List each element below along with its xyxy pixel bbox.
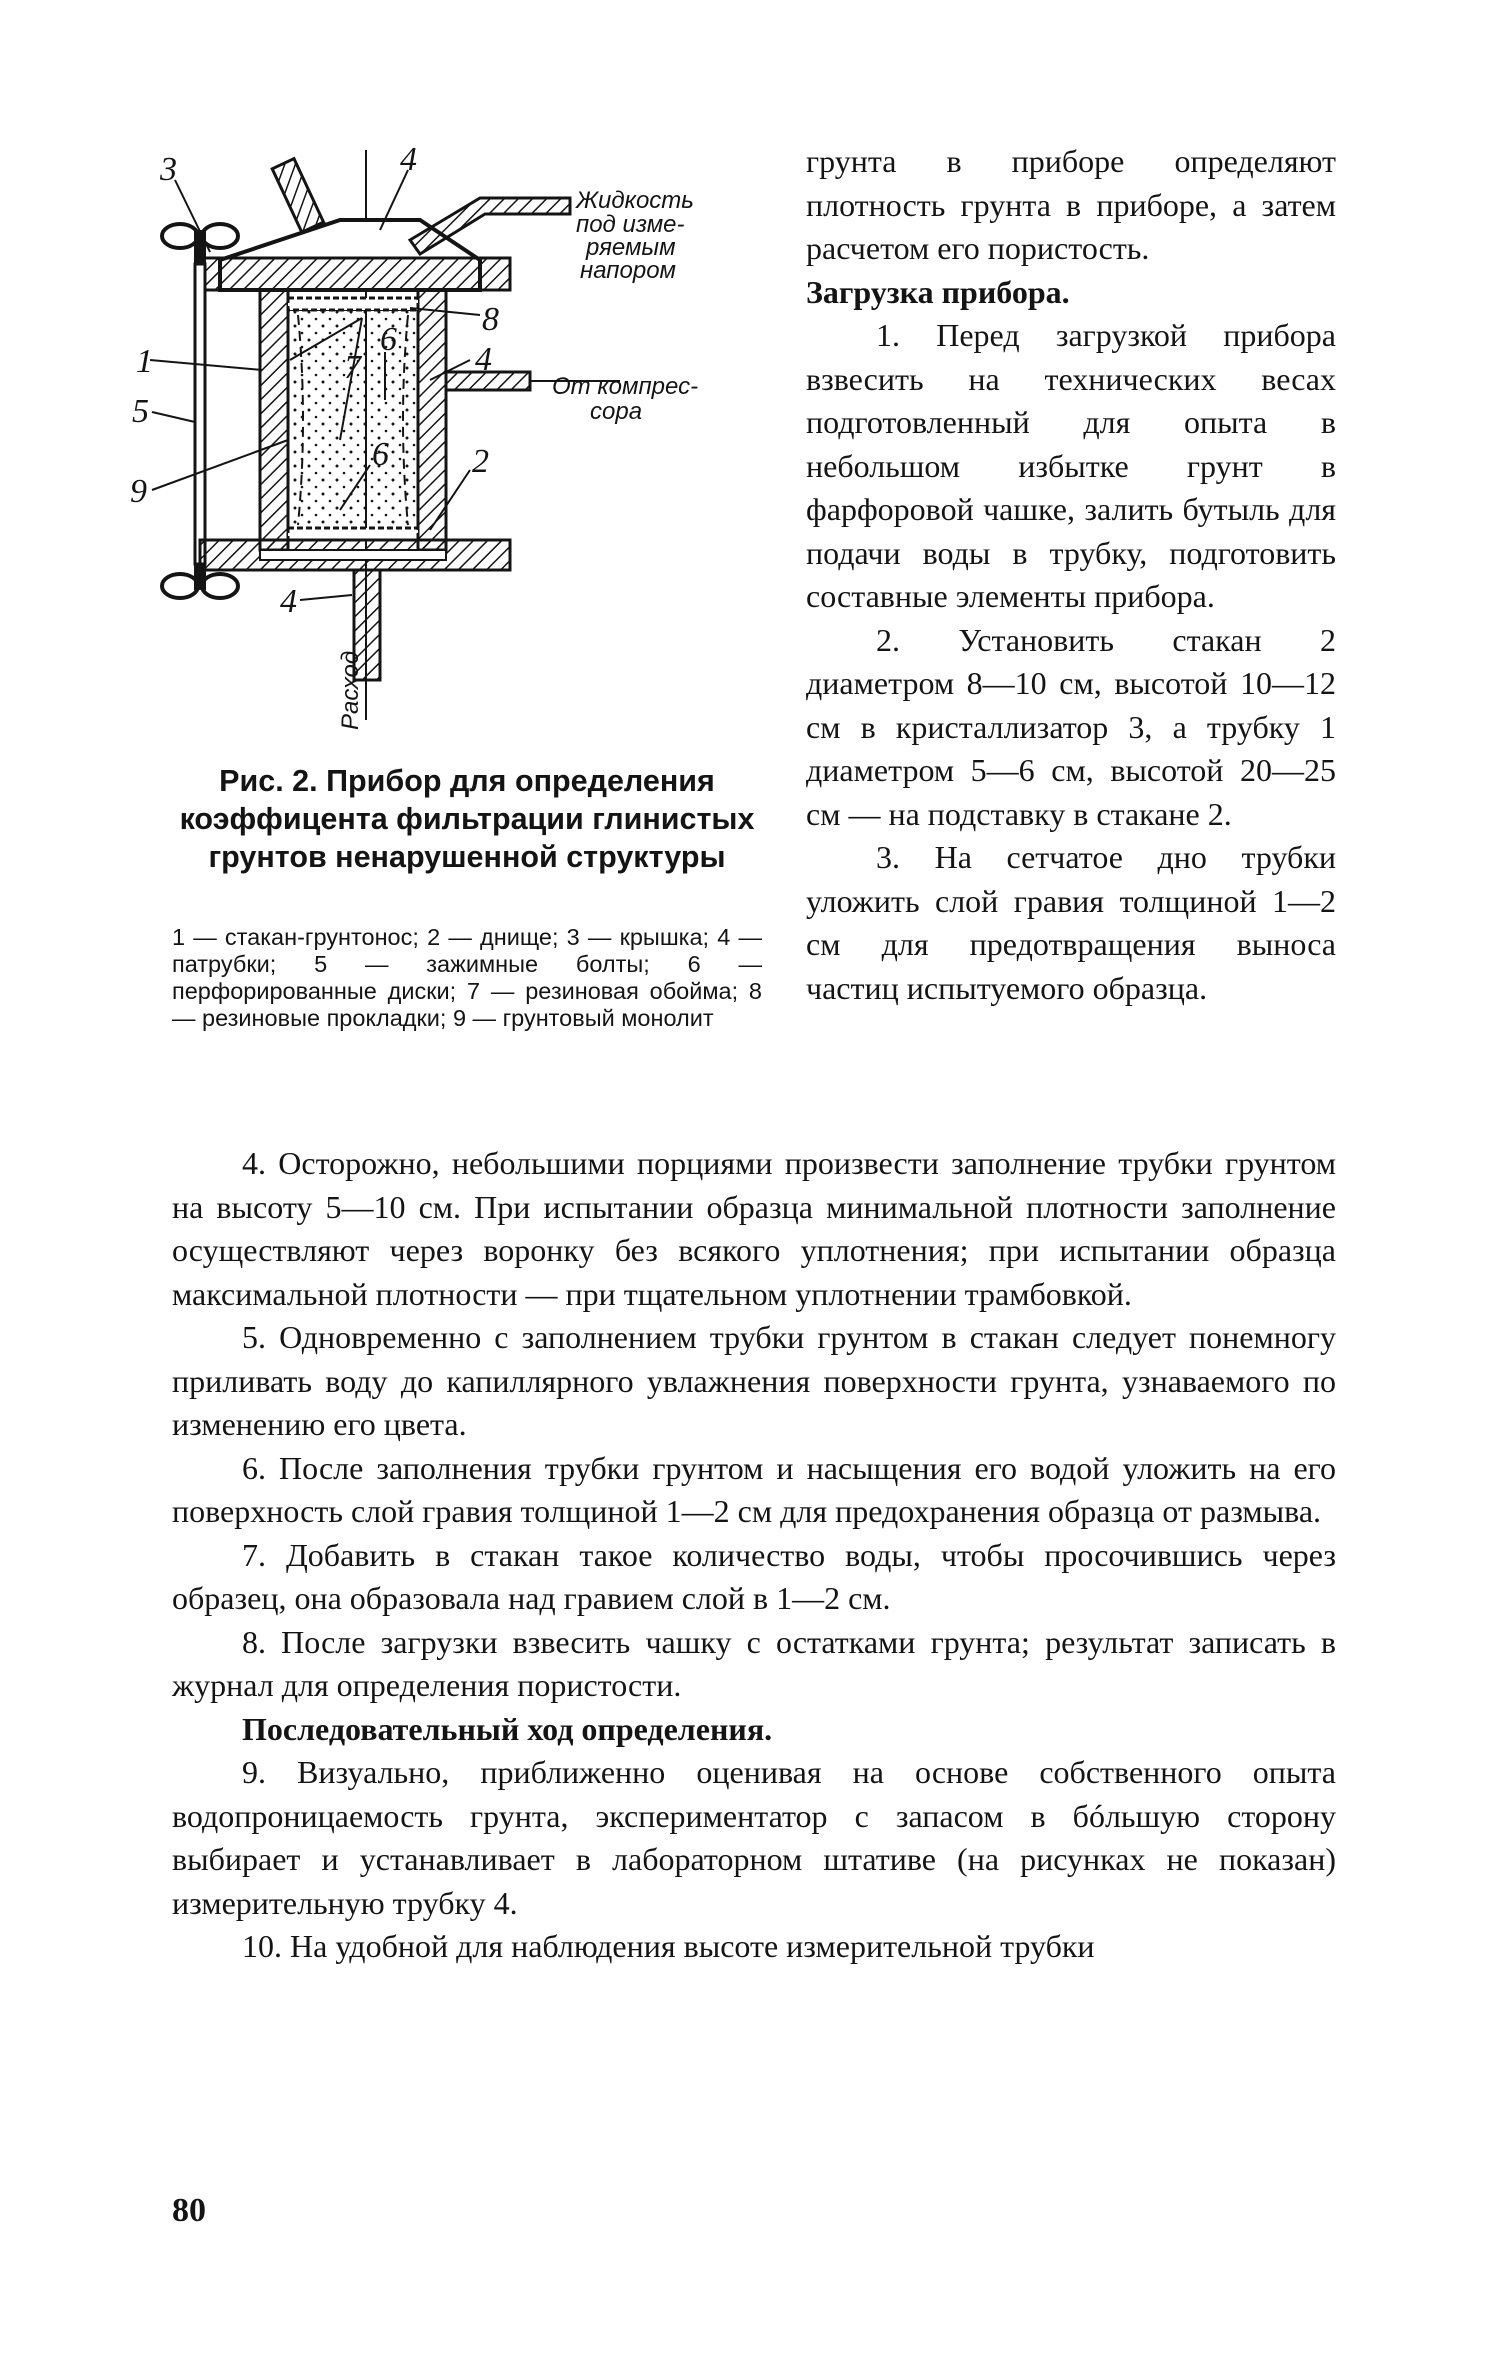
paragraph-intro: грунта в приборе определяют плотность грунта в приборе, а затем расчетом его пористость.	[806, 143, 1336, 266]
label-2: 2	[472, 443, 489, 480]
list-item-4: 4. Осторожно, небольшими порциями произвести заполнение трубки грунтом на высоту 5—10 см. При испытании образца минимальной плотности заполнение осуществляют через воронку без всякого уплотнения; при испытании образца максимальной плотности — при тщательном уплотнении трамбовкой.	[172, 1145, 1336, 1312]
heading-sequence: Последовательный ход определения.	[242, 1710, 773, 1747]
right-column	[806, 140, 1336, 1010]
note-outflow: Расход	[337, 650, 364, 730]
figure-caption: Рис. 2. Прибор для определения коэффицента фильтрации глинистых грунтов ненарушенной структуры	[179, 764, 755, 874]
list-item-7: 7. Добавить в стакан такое количество воды, чтобы просочившись через образец, она образовала над гравием слой в 1—2 см.	[172, 1536, 1336, 1616]
label-9: 9	[130, 473, 147, 510]
label-3: 3	[160, 151, 177, 188]
heading-load: Загрузка прибора.	[806, 273, 1070, 310]
apparatus-diagram	[130, 140, 740, 740]
label-8: 8	[482, 301, 499, 338]
list-item-10: 10. На удобной для наблюдения высоте измерительной трубки	[242, 1928, 1095, 1964]
note-compressor-line-2: сора	[590, 398, 643, 425]
top-flange	[200, 258, 510, 290]
list-item-3: 3. На сетчатое дно трубки уложить слой гравия толщиной 1—2 см для предотвращения выноса частиц испытуемого образца.	[806, 839, 1336, 1006]
label-4-bottom: 4	[280, 583, 297, 620]
note-liquid-line-1: Жидкость	[576, 187, 694, 214]
label-1: 1	[136, 343, 153, 380]
note-liquid-line-3: ряемым	[586, 234, 676, 261]
page-number: 80	[172, 2192, 206, 2229]
top-fitting	[272, 159, 323, 233]
label-6-top: 6	[380, 321, 397, 358]
list-item-8: 8. После загрузки взвесить чашку с остатками грунта; результат записать в журнал для определения пористости.	[172, 1623, 1336, 1703]
label-4-top: 4	[400, 141, 417, 178]
list-item-9: 9. Визуально, приближенно оценивая на основе собственного опыта водопроницаемость грунта, экспериментатор с запасом в бóльшую сторону выбирает и устанавливает в лабораторном штативе (на рисунках не показан) измерительную трубку 4.	[172, 1754, 1336, 1921]
label-4-right: 4	[475, 341, 492, 378]
list-item-2: 2. Установить стакан 2 диаметром 8—10 см, высотой 10—12 см в кристаллизатор 3, а трубку 1 диаметром 5—6 см, высотой 20—25 см — на подставку в стакане 2.	[806, 621, 1336, 832]
note-compressor-line-1: От компрес-	[552, 373, 699, 400]
main-text	[172, 1142, 1336, 1969]
sample-holder-left-wall	[260, 290, 288, 550]
label-6-bottom: 6	[372, 436, 389, 473]
liquid-inlet-tube	[410, 198, 570, 254]
note-liquid-line-2: под изме-	[576, 211, 685, 238]
soil-monolith	[288, 310, 418, 530]
label-5: 5	[132, 393, 149, 430]
note-liquid-line-4: напором	[580, 257, 676, 284]
figure-legend: 1 — стакан-грунтонос; 2 — днище; 3 — крышка; 4 — патрубки; 5 — зажимные болты; 6 — перфорированные диски; 7 — резиновая обойма; 8 — резиновые прокладки; 9 — грунтовый монолит	[172, 924, 762, 1031]
list-item-5: 5. Одновременно с заполнением трубки грунтом в стакан следует понемногу приливать воду до капиллярного увлажнения поверхности грунта, узнаваемого по изменению его цвета.	[172, 1319, 1336, 1442]
list-item-6: 6. После заполнения трубки грунтом и насыщения его водой уложить на его поверхность слой гравия толщиной 1—2 см для предохранения образца от размыва.	[172, 1449, 1336, 1529]
perforated-disk-top	[288, 298, 418, 310]
clamping-bolt	[195, 264, 205, 564]
list-item-1: 1. Перед загрузкой прибора взвесить на технических весах подготовленный для опыта в небольшом избытке грунт в фарфоровой чашке, залить бутыль для подачи воды в трубку, подготовить составные элементы прибора.	[806, 317, 1336, 614]
perforated-disk-bottom	[288, 528, 418, 540]
label-7: 7	[344, 349, 361, 386]
